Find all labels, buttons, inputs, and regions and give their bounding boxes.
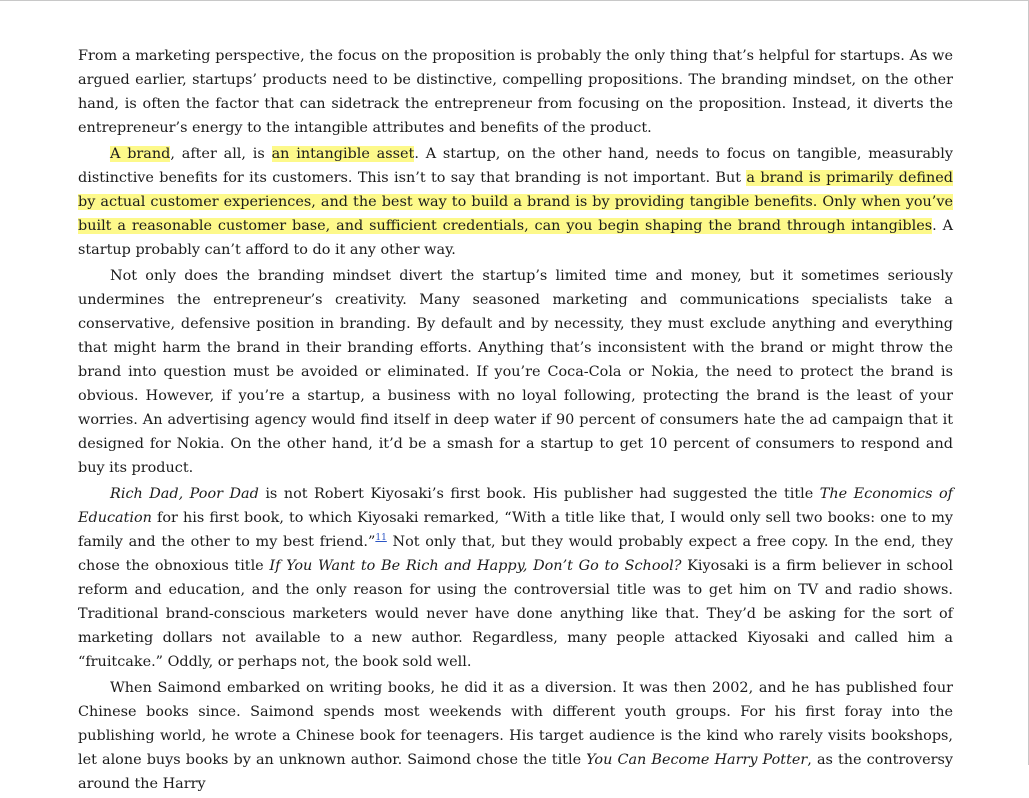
- paragraph-1: From a marketing perspective, the focus on the proposition is probably the only thing that’s helpful for startups. As we argued earlier, startups’ products need to be distinctive, compelling propositions. The branding mindset, on the other hand, is often the factor that can sidetrack the entrepreneur from focusing on the proposition. Instead, it diverts the entrepreneur’s energy to the intangible attributes and benefits of the product.: [78, 48, 953, 136]
- highlight-intangible-asset[interactable]: an intangible asset: [271, 146, 415, 162]
- paragraph-4-text-1: is not Robert Kiyosaki’s first book. His publisher had suggested the title: [258, 486, 820, 502]
- book-title-if-you-want: If You Want to Be Rich and Happy, Don’t Go to School?: [269, 558, 682, 574]
- paragraph-5-text-2: , as the controversy around the Harry: [78, 752, 954, 792]
- book-text: [78, 44, 953, 798]
- book-title-harry-potter: You Can Become Harry Potter: [586, 752, 808, 768]
- paragraph-3: Not only does the branding mindset divert the startup’s limited time and money, but it sometimes seriously undermines the entrepreneur’s creativity. Many seasoned marketing and communications specialists take a conservative, defensive position in branding. By default and by necessity, they must exclude anything and everything that might harm the brand in their branding efforts. Anything that’s inconsistent with the brand or might throw the brand into question must be avoided or eliminated. If you’re Coca-Cola or Nokia, the need to protect the brand is obvious. However, if you’re a startup, a business with no loyal following, protecting the brand is the least of your worries. An advertising agency would find itself in deep water if 90 percent of consumers hate the ad campaign that it designed for Nokia. On the other hand, it’d be a smash for a startup to get 10 percent of consumers to respond and buy its product.: [78, 268, 953, 476]
- paragraph-5: [78, 676, 953, 796]
- book-title-economics-of-education: The Economics of Education: [78, 486, 953, 526]
- highlight-a-brand[interactable]: A brand: [110, 146, 171, 162]
- paragraph-2: [78, 142, 953, 262]
- paragraph-4-text-4: Kiyosaki is a firm believer in school reform and education, and the only reason for using the controversial title was to get him on TV and radio shows. Traditional brand-conscious marketers would never have done anything like that. They’d be asking for the sort of marketing dollars not available to a new author. Regardless, many people attacked Kiyosaki and called him a “fruitcake.” Oddly, or perhaps not, the book sold well.: [78, 558, 953, 670]
- book-title-rich-dad: Rich Dad, Poor Dad: [110, 486, 259, 502]
- paragraph-2-text-2: . A startup, on the other hand, needs to focus on tangible, measurably distinctive benefits for its customers. This isn’t to say that branding is not important. But: [78, 146, 954, 186]
- paragraph-4-text-3: Not only that, but they would probably expect a free copy. In the end, they chose the obnoxious title: [78, 534, 954, 574]
- paragraph-4: [78, 482, 953, 674]
- paragraph-2-text-1: , after all, is: [170, 146, 272, 162]
- paragraph-2-text-3: . A startup probably can’t afford to do it any other way.: [78, 218, 953, 258]
- paragraph-4-text-2: for his first book, to which Kiyosaki remarked, “With a title like that, I would only sell two books: one to my family and the other to my best friend.”: [78, 510, 953, 550]
- footnote-link[interactable]: 11: [375, 533, 387, 544]
- paragraph-5-text-1: When Saimond embarked on writing books, he did it as a diversion. It was then 2002, and he has published four Chinese books since. Saimond spends most weekends with different youth groups. For his first foray into the publishing world, he wrote a Chinese book for teenagers. His target audience is the kind who rarely visits bookshops, let alone buys books by an unknown author. Saimond chose the title: [78, 680, 953, 768]
- highlight-brand-definition[interactable]: a brand is primarily defined by actual customer experiences, and the best way to build a brand is by providing tangible benefits. Only when you’ve built a reasonable customer base, and sufficient credentials, can you begin shaping the brand through intangibles: [78, 170, 953, 234]
